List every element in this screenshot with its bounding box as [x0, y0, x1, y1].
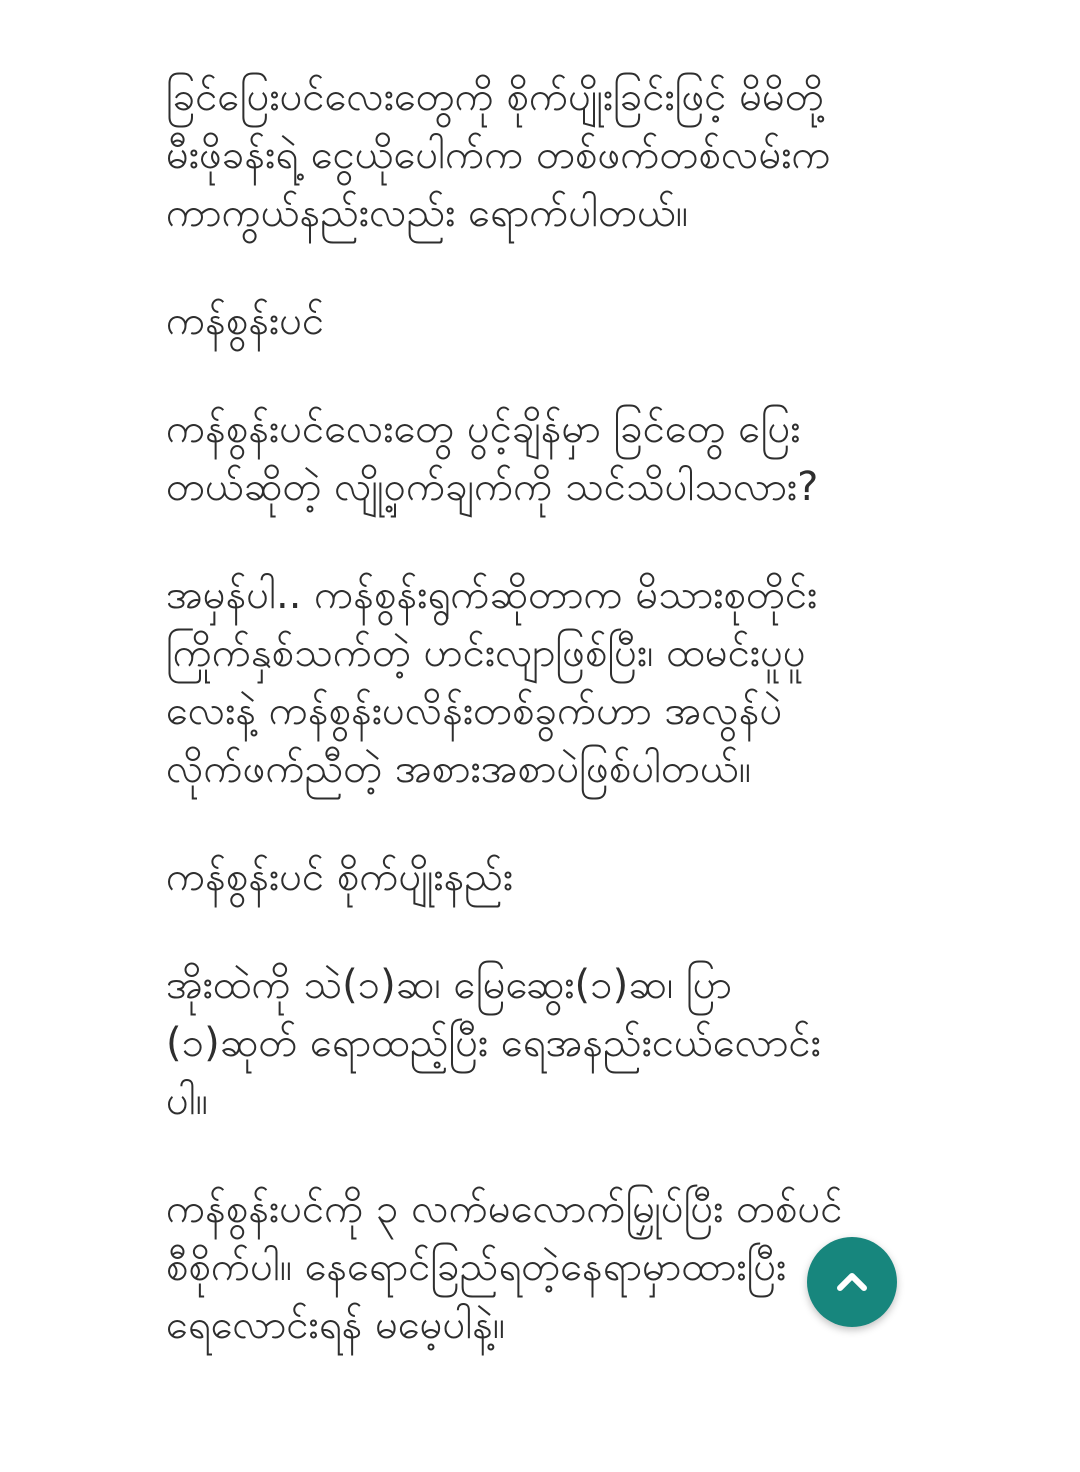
scroll-to-top-button[interactable]: [807, 1237, 897, 1327]
paragraph-description: အမှန်ပါ.. ကန်စွန်းရွက်ဆိုတာက မိသားစုတိုင်း ကြိုက်နှစ်သက်တဲ့ ဟင်းလျာဖြစ်ပြီး၊ ထမင်းပူပူ လေးနဲ့ ကန်စွန်းပလိန်းတစ်ခွက်ဟာ အလွန်ပဲ လိုက်ဖက်ညီတဲ့ အစားအစာပဲဖြစ်ပါတယ်။: [166, 572, 818, 792]
paragraph-mosquito-fact: ကန်စွန်းပင်လေးတွေ ပွင့်ချိန်မှာ ခြင်တွေ ပြေး တယ်ဆိုတဲ့ လျို့ဝှက်ချက်ကို သင်သိပါသလား?: [166, 406, 819, 510]
section-heading-water-spinach: ကန်စွန်းပင်: [166, 298, 325, 344]
paragraph-intro: ခြင်ပြေးပင်လေးတွေကို စိုက်ပျိုးခြင်းဖြင့် မိမိတို့ မီးဖိုခန်းရဲ့ ငွေယိုပေါက်က တစ်ဖက်တစ်လမ်းက ကာကွယ်နည်းလည်း ရောက်ပါတယ်။: [166, 74, 831, 236]
chevron-up-icon: [832, 1262, 872, 1302]
section-heading-planting-method: ကန်စွန်းပင် စိုက်ပျိုးနည်း: [166, 854, 514, 900]
paragraph-planting-steps: ကန်စွန်းပင်ကို ၃ လက်မလောက်မြှုပ်ပြီး တစ်ပင် စီစိုက်ပါ။ နေရောင်ခြည်ရတဲ့နေရာမှာထားပြီး ရေလောင်းရန် မမေ့ပါနဲ့။: [166, 1186, 843, 1348]
paragraph-soil-mix: အိုးထဲကို သဲ(၁)ဆ၊ မြေဆွေး(၁)ဆ၊ ပြာ (၁)ဆုတ် ရောထည့်ပြီး ရေအနည်းငယ်လောင်း ပါ။: [166, 962, 821, 1124]
article-body: [166, 68, 926, 1354]
